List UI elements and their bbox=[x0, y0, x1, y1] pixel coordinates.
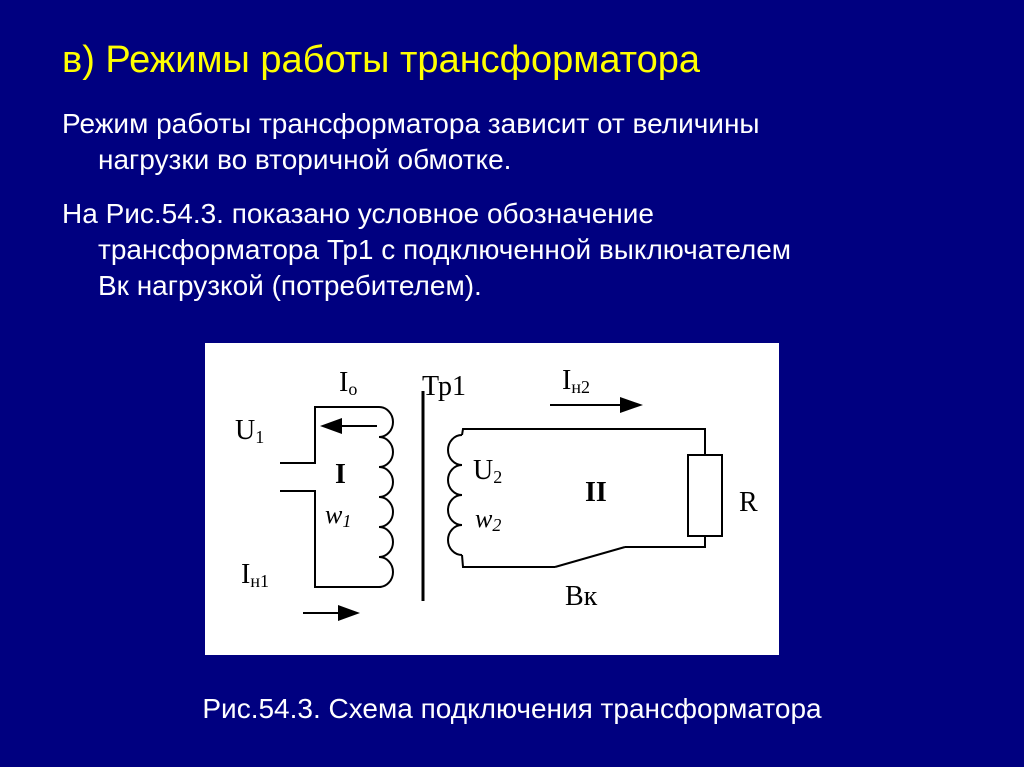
w2-label: w2 bbox=[475, 504, 502, 535]
paragraph-load-dependence bbox=[62, 106, 992, 178]
secondary-coil bbox=[448, 435, 462, 555]
primary-winding-label: I bbox=[335, 459, 346, 490]
switch-label: Вк bbox=[565, 581, 598, 612]
in1-label: Iн1 bbox=[241, 559, 269, 591]
figure-caption: Рис.54.3. Схема подключения трансформатора bbox=[202, 693, 822, 724]
paragraph-line: трансформатора Тр1 с подключенной выключателем bbox=[98, 234, 792, 265]
in1-arrow-head bbox=[338, 605, 360, 621]
slide-title: в) Режимы работы трансформатора bbox=[62, 39, 701, 81]
resistor-label: R bbox=[739, 487, 758, 518]
paragraph-line: Вк нагрузкой (потребителем). bbox=[98, 270, 482, 301]
transformer-circuit-figure bbox=[205, 343, 779, 655]
secondary-bottom-wire bbox=[462, 555, 555, 567]
transformer-circuit-diagram bbox=[205, 343, 779, 655]
secondary-top-wire bbox=[462, 429, 705, 455]
primary-coil bbox=[379, 407, 393, 587]
paragraph-line: нагрузки во вторичной обмотке. bbox=[98, 144, 512, 175]
u1-label: U1 bbox=[235, 415, 265, 447]
resistor-body bbox=[688, 455, 722, 536]
paragraph-line: Режим работы трансформатора зависит от величины bbox=[62, 108, 760, 139]
primary-top-wire bbox=[280, 407, 379, 463]
transformer-label: Тр1 bbox=[422, 371, 467, 402]
in2-arrow-head bbox=[620, 397, 643, 413]
u2-label: U2 bbox=[473, 455, 503, 487]
paragraph-line: На Рис.54.3. показано условное обозначение bbox=[62, 198, 654, 229]
paragraph-figure-description bbox=[62, 196, 992, 304]
secondary-winding-label: II bbox=[585, 477, 607, 508]
w1-label: w1 bbox=[325, 500, 352, 531]
i0-arrow-head bbox=[320, 418, 342, 434]
switch-output-wire bbox=[625, 536, 705, 547]
in2-label: Iн2 bbox=[562, 365, 590, 397]
switch-blade bbox=[555, 547, 625, 567]
i0-label: Io bbox=[339, 367, 358, 399]
